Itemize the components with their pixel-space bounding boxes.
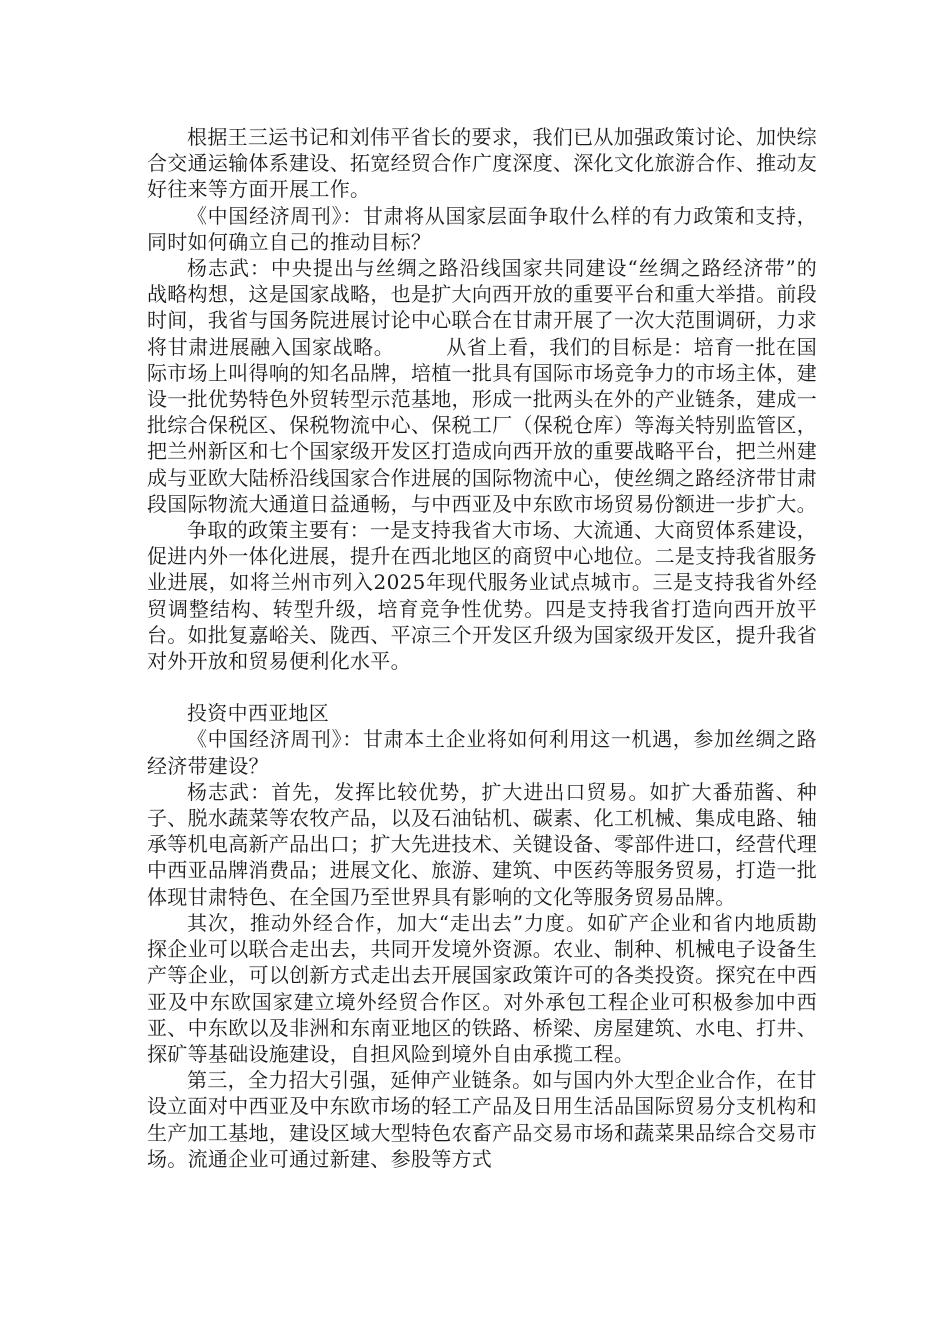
- section-heading: 投资中西亚地区: [187, 701, 330, 726]
- paragraph-going-out: 其次，推动外经合作，加大“走出去”力度。如矿产企业和省内地质勘探企业可以联合走出去，共同开发境外资源。农业、制种、机械电子设备生产等企业，可以创新方式走出去开展国家政策许可的各类投资。探究在中西亚及中东欧国家建立境外经贸合作区。对外承包工程企业可积极参加中西亚、中东欧以及非洲和东南亚地区的铁路、桥梁、房屋建筑、水电、打井、探矿等基础设施建设，自担风险到境外自由承揽工程。: [147, 910, 817, 1066]
- paragraph-work-progress: 根据王三运书记和刘伟平省长的要求，我们已从加强政策讨论、加快综合交通运输体系建设、拓宽经贸合作广度深度、深化文化旅游合作、推动友好往来等方面开展工作。: [147, 125, 817, 202]
- document-body: [147, 124, 817, 1172]
- paragraph-answer-strategy: 杨志武：中央提出与丝绸之路沿线国家共同建设“丝绸之路经济带”的战略构想，这是国家战略，也是扩大向西开放的重要平台和重大举措。前段时间，我省与国务院进展讨论中心联合在甘肃开展了一次大范围调研，力求将甘肃进展融入国家战略。 从省上看，我们的目标是：培育一批在国际市场上叫得响的知名品牌，培植一批具有国际市场竞争力的市场主体，建设一批优势特色外贸转型示范基地，形成一批两头在外的产业链条，建成一批综合保税区、保税物流中心、保税工厂（保税仓库）等海关特别监管区，把兰州新区和七个国家级开发区打造成向西开放的重要战略平台，把兰州建成与亚欧大陆桥沿线国家合作进展的国际物流中心，使丝绸之路经济带甘肃段国际物流大通道日益通畅，与中西亚及中东欧市场贸易份额进一步扩大。: [147, 256, 817, 516]
- paragraph-question-enterprises: 《中国经济周刊》：甘肃本土企业将如何利用这一机遇，参加丝绸之路经济带建设？: [147, 727, 817, 778]
- paragraph-investment: 第三，全力招大引强，延伸产业链条。如与国内外大型企业合作，在甘设立面对中西亚及中东欧市场的轻工产品及日用生活品国际贸易分支机构和生产加工基地，建设区域大型特色农畜产品交易市场和蔬菜果品综合交易市场。流通企业可通过新建、参股等方式: [147, 1068, 817, 1171]
- paragraph-question-policy: 《中国经济周刊》：甘肃将从国家层面争取什么样的有力政策和支持，同时如何确立自己的推动目标？: [147, 203, 817, 254]
- paragraph-policy-list: 争取的政策主要有：一是支持我省大市场、大流通、大商贸体系建设，促进内外一体化进展，提升在西北地区的商贸中心地位。二是支持我省服务业进展，如将兰州市列入2025年现代服务业试点城市。三是支持我省外经贸调整结构、转型升级，培育竞争性优势。四是支持我省打造向西开放平台。如批复嘉峪关、陇西、平凉三个开发区升级为国家级开发区，提升我省对外开放和贸易便利化水平。: [147, 518, 817, 674]
- paragraph-answer-trade: 杨志武：首先，发挥比较优势，扩大进出口贸易。如扩大番茄酱、种子、脱水蔬菜等农牧产品，以及石油钻机、碳素、化工机械、集成电路、轴承等机电高新产品出口；扩大先进技术、关键设备、零部件进口，经营代理中西亚品牌消费品；进展文化、旅游、建筑、中医药等服务贸易，打造一批体现甘肃特色、在全国乃至世界具有影响的文化等服务贸易品牌。: [147, 779, 817, 909]
